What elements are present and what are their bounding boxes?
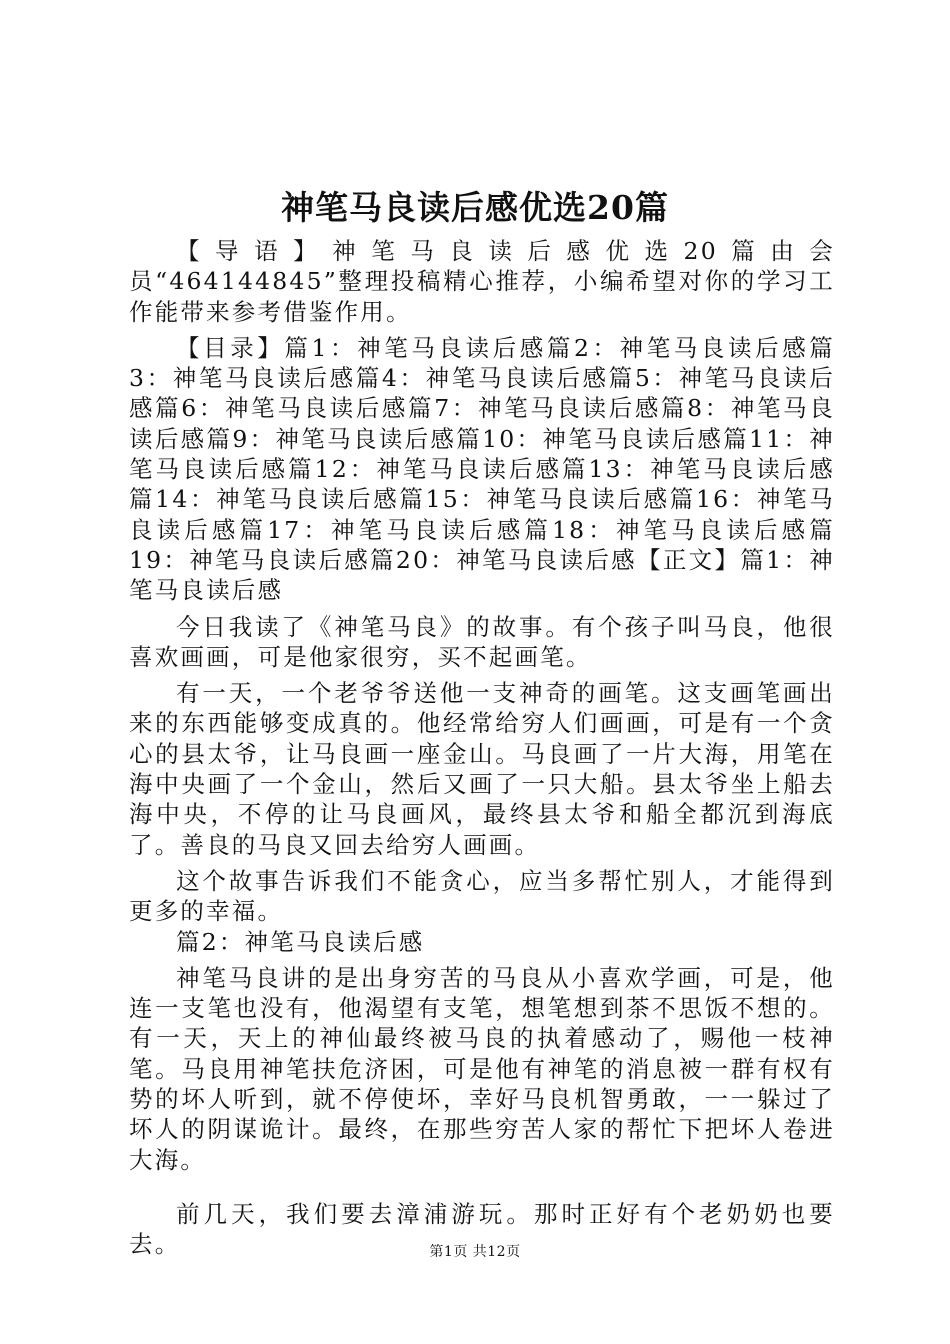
document-body xyxy=(129,236,835,1260)
toc-paragraph: 【目录】篇1：神笔马良读后感篇2：神笔马良读后感篇3：神笔马良读后感篇4：神笔马良读后感篇5：神笔马良读后感篇6：神笔马良读后感篇7：神笔马良读后感篇8：神笔马良读后感篇9：神笔马良读后感篇10：神笔马良读后感篇11：神笔马良读后感篇12：神笔马良读后感篇13：神笔马良读后感篇14：神笔马良读后感篇15：神笔马良读后感篇16：神笔马良读后感篇17：神笔马良读后感篇18：神笔马良读后感篇19：神笔马良读后感篇20：神笔马良读后感【正文】篇1：神笔马良读后感 xyxy=(129,333,835,605)
intro-paragraph: 【导语】神笔马良读后感优选20篇由会员“464144845”整理投稿精心推荐，小编希望对你的学习工作能带来参考借鉴作用。 xyxy=(129,237,835,326)
section-heading: 篇2：神笔马良读后感 xyxy=(176,927,425,956)
page-footer: 第1页 共12页 xyxy=(429,1244,521,1260)
body-paragraph: 今日我读了《神笔马良》的故事。有个孩子叫马良，他很喜欢画画，可是他家很穷，买不起画笔。 xyxy=(129,612,835,671)
body-paragraph: 有一天，一个老爷爷送他一支神奇的画笔。这支画笔画出来的东西能够变成真的。他经常给穷人们画画，可是有一个贪心的县太爷，让马良画一座金山。马良画了一片大海，用笔在海中央画了一个金山，然后又画了一只大船。县太爷坐上船去海中央，不停的让马良画风，最终县太爷和船全都沉到海底了。善良的马良又回去给穷人画画。 xyxy=(129,679,835,859)
body-paragraph: 这个故事告诉我们不能贪心，应当多帮忙别人，才能得到更多的幸福。 xyxy=(129,866,835,926)
body-paragraph: 神笔马良讲的是出身穷苦的马良从小喜欢学画，可是，他连一支笔也没有，他渴望有支笔，想笔想到茶不思饭不想的。有一天，天上的神仙最终被马良的执着感动了，赐他一枝神笔。马良用神笔扶危济困，可是他有神笔的消息被一群有权有势的坏人听到，就不停使坏，幸好马良机智勇敢，一一躲过了坏人的阴谋诡计。最终，在那些穷苦人家的帮忙下把坏人卷进大海。 xyxy=(129,963,835,1174)
body-paragraph: 前几天，我们要去漳浦游玩。那时正好有个老奶奶也要去。 xyxy=(129,1199,835,1259)
document-title: 神笔马良读后感优选20篇 xyxy=(281,188,669,227)
